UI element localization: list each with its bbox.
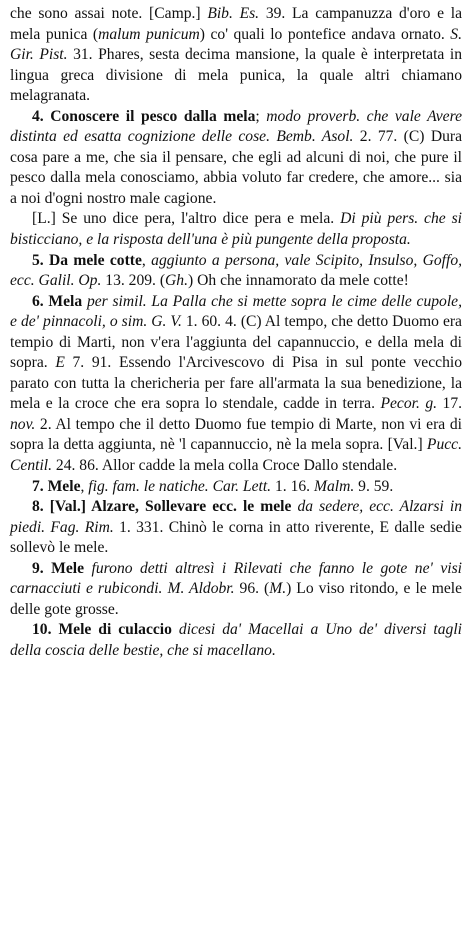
entry-text: 39. La campanuzza d'oro e la mela punica ( [10, 5, 462, 43]
italic-text: Pecor. g. [380, 395, 438, 413]
entry-text: 13. 209. ( [101, 272, 166, 290]
italic-text: E [55, 354, 65, 372]
entries-container [10, 4, 462, 662]
italic-text: furono detti altresì i Rilevati che fanno le gote ne' visi carnacciuti e rubicondi. M. Aldobr. [10, 559, 462, 598]
dictionary-entry [10, 497, 462, 559]
entry-headword: 5. Da mele cotte [32, 251, 142, 269]
italic-text: Bib. Es. [207, 5, 260, 22]
entry-text: [L.] Se uno dice pera, l'altro dice pera e mela. [32, 210, 341, 228]
entry-text: che sono assai note. [Camp.] [10, 5, 208, 22]
italic-text: da sedere, ecc. Alzarsi in piedi. Fag. Rim. [10, 498, 463, 536]
entry-headword: 8. [Val.] Alzare, Sollevare ecc. le mele [32, 498, 292, 516]
dictionary-entry [10, 209, 462, 250]
dictionary-entry [10, 559, 462, 621]
entry-headword: 6. Mela [32, 292, 83, 310]
entry-headword: 4. Conoscere il pesco dalla mela [32, 107, 256, 125]
entry-headword: 10. Mele di culaccio [32, 621, 172, 639]
entry-text: ) Lo viso ritondo, e le mele delle gote grosse. [10, 580, 462, 618]
dictionary-entry [10, 477, 462, 498]
entry-text: 7. 91. Essendo l'Arcivescovo di Pisa in sul ponte vecchio parato con tutta la chericheria per fare all'armata la sua benedizione, la mela e la croce che era sopra lo stendale, cadde in terra. [10, 354, 462, 413]
dictionary-entry [10, 4, 462, 107]
entry-text: , [80, 477, 89, 495]
italic-text: nov. [10, 415, 36, 433]
italic-text: aggiunto a persona, vale Scipito, Insulso, Goffo, ecc. Galil. Op. [10, 251, 463, 290]
italic-text: per simil. La Palla che si mette sopra le cime delle cupole, e de' pinnacoli, o sim. G. V. [10, 292, 462, 331]
dictionary-entry [10, 107, 462, 210]
entry-text: 24. 86. Allor cadde la mela colla Croce Dallo stendale. [52, 457, 398, 475]
entry-text: 1. 331. Chinò le corna in atto riverente, E dalle sedie sollevò le mele. [10, 518, 462, 557]
italic-text: fig. fam. le natiche. Car. Lett. [88, 477, 272, 495]
entry-text: 96. ( [234, 580, 270, 598]
entry-text [172, 621, 179, 638]
entry-text: 1. 16. [271, 477, 314, 495]
entry-text: 2. 77. (C) Dura cosa pare a me, che sia il pensare, che egli ad alcuni di noi, che pure il pesco dalla mela conosciamo, abbia voluto far credere, che amore... sia a noi d'ogni nostro male cagione. [10, 128, 462, 207]
entry-text: 2. Al tempo che il detto Duomo fue tempio di Marte, non vi era di sopra la detta aggiunta, nè 'l capannuccio, nè la mela sopra. [Val.] [10, 415, 462, 454]
italic-text: modo proverb. che vale Avere distinta ed esatta cognizione delle cose. Bemb. Asol. [10, 107, 462, 146]
italic-text: Gh. [165, 272, 189, 290]
italic-text: S. Gir. Pist. [10, 25, 462, 64]
dictionary-entry [10, 620, 462, 661]
dictionary-entry [10, 251, 462, 292]
entry-text: 17. [437, 395, 463, 413]
entry-text: ; [255, 107, 267, 125]
entry-text [84, 560, 91, 577]
entry-headword: 9. Mele [32, 559, 85, 577]
italic-text: Di più pers. che si bisticciano, e la risposta dell'una è più pungente della proposta. [10, 210, 462, 249]
italic-text: Pucc. Centil. [10, 436, 462, 475]
italic-text: M. [269, 580, 287, 598]
italic-text: dicesi da' Macellai a Uno de' diversi tagli della coscia delle bestie, che si macellano. [10, 621, 462, 659]
italic-text: Malm. [313, 477, 355, 495]
entry-text: 9. 59. [354, 477, 394, 495]
entry-text: ) Oh che innamorato da mele cotte! [188, 272, 409, 290]
entry-text: 31. Phares, sesta decima mansione, la quale è interpretata in lingua greca divisione di mela punica, la quale altri chiamano melagranata. [10, 46, 463, 105]
entry-headword: 7. Mele [32, 477, 81, 495]
italic-text: malum punicum [98, 25, 200, 43]
entry-text: ) co' quali lo pontefice andava ornato. [199, 25, 451, 43]
entry-text: 1. 60. 4. (C) Al tempo, che detto Duomo era tempio di Marti, non v'era l'aggiunta del capannuccio, e della mela di sopra. [10, 313, 462, 372]
dictionary-entry [10, 292, 462, 477]
entry-text: , [141, 251, 152, 269]
